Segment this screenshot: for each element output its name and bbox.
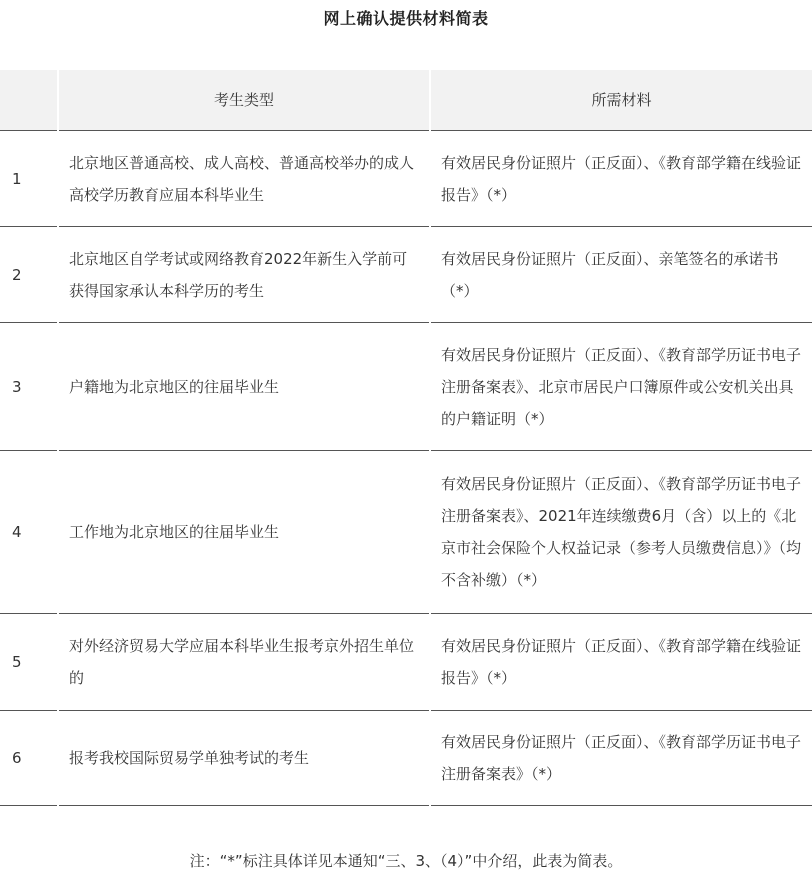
- table-row: [0, 614, 812, 711]
- header-candidate-type: 考生类型: [58, 70, 430, 131]
- materials-cell: 有效居民身份证照片（正反面）、《教育部学籍在线验证报告》（*）: [430, 614, 812, 711]
- row-number: 3: [0, 323, 58, 451]
- table-header-row: [0, 70, 812, 131]
- header-required-materials: 所需材料: [430, 70, 812, 131]
- table-row: [0, 711, 812, 806]
- candidate-type-cell: 户籍地为北京地区的往届毕业生: [58, 323, 430, 451]
- table-row: [0, 451, 812, 614]
- candidate-type-cell: 报考我校国际贸易学单独考试的考生: [58, 711, 430, 806]
- candidate-type-cell: 工作地为北京地区的往届毕业生: [58, 451, 430, 614]
- materials-cell: 有效居民身份证照片（正反面）、《教育部学历证书电子注册备案表》、2021年连续缴费6月（含）以上的《北京市社会保险个人权益记录（参考人员缴费信息）》（均不含补缴）（*）: [430, 451, 812, 614]
- table-row: [0, 323, 812, 451]
- candidate-type-cell: 北京地区自学考试或网络教育2022年新生入学前可获得国家承认本科学历的考生: [58, 227, 430, 323]
- materials-cell: 有效居民身份证照片（正反面）、《教育部学历证书电子注册备案表》、北京市居民户口簿原件或公安机关出具的户籍证明（*）: [430, 323, 812, 451]
- page-title: 网上确认提供材料简表: [323, 9, 489, 28]
- header-number: [0, 70, 58, 131]
- row-number: 6: [0, 711, 58, 806]
- footnote: 注：“*”标注具体详见本通知“三、3、（4）”中介绍，此表为简表。: [189, 852, 623, 870]
- row-number: 1: [0, 131, 58, 227]
- table-row: [0, 131, 812, 227]
- materials-cell: 有效居民身份证照片（正反面）、《教育部学籍在线验证报告》（*）: [430, 131, 812, 227]
- row-number: 4: [0, 451, 58, 614]
- row-number: 2: [0, 227, 58, 323]
- candidate-type-cell: 北京地区普通高校、成人高校、普通高校举办的成人高校学历教育应届本科毕业生: [58, 131, 430, 227]
- materials-table: [0, 70, 812, 806]
- row-number: 5: [0, 614, 58, 711]
- candidate-type-cell: 对外经济贸易大学应届本科毕业生报考京外招生单位的: [58, 614, 430, 711]
- materials-cell: 有效居民身份证照片（正反面）、《教育部学历证书电子注册备案表》（*）: [430, 711, 812, 806]
- materials-cell: 有效居民身份证照片（正反面）、亲笔签名的承诺书（*）: [430, 227, 812, 323]
- table-row: [0, 227, 812, 323]
